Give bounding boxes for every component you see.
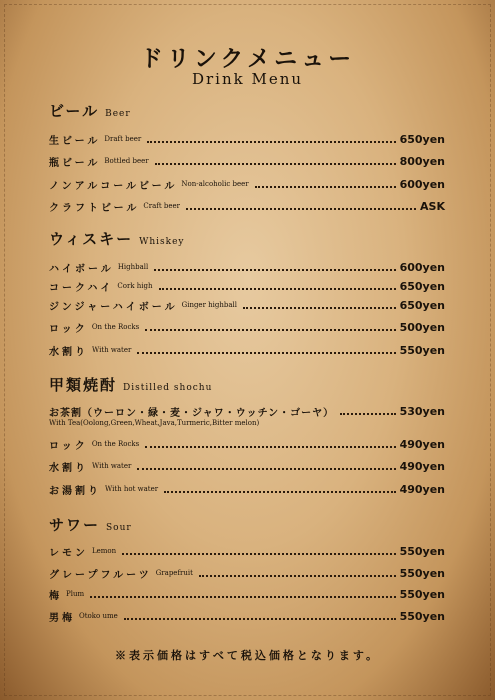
section-title-jp: サワー bbox=[49, 516, 101, 534]
section-heading-shochu bbox=[49, 374, 212, 395]
section-title-en: Distilled shochu bbox=[123, 383, 213, 393]
item-name-jp: ハイボール bbox=[49, 263, 114, 275]
section-heading-sour bbox=[49, 514, 132, 535]
item-name-en: Highball bbox=[117, 263, 149, 271]
item-name-jp: コークハイ bbox=[49, 282, 114, 294]
item-name-jp: 梅 bbox=[49, 590, 62, 602]
item-name-en: Grapefruit bbox=[155, 569, 193, 577]
item-price: 650yen bbox=[399, 298, 445, 312]
leader-dots bbox=[186, 208, 416, 210]
item-price: 490yen bbox=[399, 459, 445, 473]
item-name-en: Plum bbox=[66, 590, 85, 598]
item-name-jp: ジンジャーハイボール bbox=[49, 301, 178, 313]
menu-item bbox=[49, 278, 445, 294]
leader-dots bbox=[124, 618, 396, 620]
menu-item bbox=[49, 481, 445, 497]
item-name-en: Otoko ume bbox=[79, 612, 118, 620]
item-name-jp: 生ビール bbox=[49, 135, 101, 147]
leader-dots bbox=[199, 575, 396, 577]
item-note: With Tea(Oolong,Green,Wheat,Java,Turmeric,Bitter melon) bbox=[49, 419, 260, 427]
item-name-jp: 瓶ビール bbox=[49, 157, 101, 169]
item-price: 490yen bbox=[399, 437, 445, 451]
item-name-jp: ノンアルコールビール bbox=[49, 180, 178, 192]
item-name-en: On the Rocks bbox=[91, 440, 140, 448]
item-name-en: With hot water bbox=[105, 485, 159, 493]
item-name-jp: グレープフルーツ bbox=[49, 569, 152, 581]
page-subtitle: Drink Menu bbox=[191, 70, 304, 88]
item-name-jp: レモン bbox=[49, 547, 88, 559]
menu-item bbox=[49, 608, 445, 624]
item-price: 530yen bbox=[399, 404, 445, 418]
item-name-jp: ロック bbox=[49, 440, 88, 452]
tax-note: ※表示価格はすべて税込価格となります。 bbox=[115, 649, 380, 662]
menu-item bbox=[49, 543, 445, 559]
item-name-en: On the Rocks bbox=[91, 323, 140, 331]
section-title-en: Beer bbox=[105, 109, 131, 119]
section-title-jp: ウィスキー bbox=[49, 230, 134, 248]
menu-item bbox=[49, 403, 445, 419]
item-price: 800yen bbox=[399, 154, 445, 168]
leader-dots bbox=[154, 269, 395, 271]
item-name-en: Non-alcoholic beer bbox=[181, 180, 249, 188]
section-title-jp: ビール bbox=[49, 102, 100, 120]
item-name-en: With water bbox=[92, 462, 132, 470]
item-name-jp: 水割り bbox=[49, 346, 88, 358]
menu-item bbox=[49, 297, 445, 313]
item-price: 650yen bbox=[399, 132, 445, 146]
menu-item bbox=[49, 259, 445, 275]
menu-item bbox=[49, 153, 445, 169]
section-title-en: Sour bbox=[106, 523, 132, 533]
leader-dots bbox=[122, 553, 395, 555]
menu-item bbox=[49, 458, 445, 474]
menu-item bbox=[49, 586, 445, 602]
leader-dots bbox=[164, 491, 395, 493]
item-name-jp: 男梅 bbox=[49, 612, 75, 624]
item-name-en: Craft beer bbox=[143, 202, 181, 210]
menu-item bbox=[49, 131, 445, 147]
item-name-jp: 水割り bbox=[49, 462, 88, 474]
leader-dots bbox=[145, 329, 395, 331]
item-name-en: Draft beer bbox=[104, 135, 142, 143]
menu-item bbox=[49, 198, 445, 214]
item-price: 550yen bbox=[399, 566, 445, 580]
menu-item bbox=[49, 342, 445, 358]
leader-dots bbox=[255, 186, 396, 188]
item-name-en: Cork high bbox=[117, 282, 153, 290]
item-name-jp: お茶割（ウーロン・緑・麦・ジャワ・ウッチン・ゴーヤ） bbox=[49, 407, 335, 419]
item-price: 650yen bbox=[399, 279, 445, 293]
item-price: 550yen bbox=[399, 343, 445, 357]
leader-dots bbox=[137, 352, 395, 354]
item-name-en: Ginger highball bbox=[181, 301, 238, 309]
menu-item bbox=[49, 565, 445, 581]
item-name-jp: クラフトビール bbox=[49, 202, 140, 214]
leader-dots bbox=[145, 446, 395, 448]
section-heading-whiskey bbox=[49, 228, 185, 249]
item-price: ASK bbox=[420, 199, 445, 213]
leader-dots bbox=[90, 596, 395, 598]
leader-dots bbox=[155, 163, 396, 165]
page-title: ドリンクメニュー bbox=[139, 45, 356, 72]
menu-item bbox=[49, 176, 445, 192]
menu-item bbox=[49, 436, 445, 452]
leader-dots bbox=[159, 288, 396, 290]
item-name-jp: ロック bbox=[49, 323, 88, 335]
item-name-jp: お湯割り bbox=[49, 485, 101, 497]
item-name-en: Bottled beer bbox=[104, 157, 149, 165]
item-price: 600yen bbox=[399, 260, 445, 274]
leader-dots bbox=[243, 307, 396, 309]
item-name-en: Lemon bbox=[92, 547, 117, 555]
section-heading-beer bbox=[49, 100, 131, 121]
section-title-en: Whiskey bbox=[139, 237, 185, 247]
leader-dots bbox=[147, 141, 395, 143]
item-price: 550yen bbox=[399, 609, 445, 623]
menu-item bbox=[49, 319, 445, 335]
item-price: 550yen bbox=[399, 544, 445, 558]
section-title-jp: 甲類焼酎 bbox=[49, 376, 118, 394]
item-name-en: With water bbox=[92, 346, 132, 354]
item-price: 550yen bbox=[399, 587, 445, 601]
item-price: 500yen bbox=[399, 320, 445, 334]
leader-dots bbox=[137, 468, 395, 470]
item-price: 490yen bbox=[399, 482, 445, 496]
item-price: 600yen bbox=[399, 177, 445, 191]
leader-dots bbox=[340, 413, 395, 415]
